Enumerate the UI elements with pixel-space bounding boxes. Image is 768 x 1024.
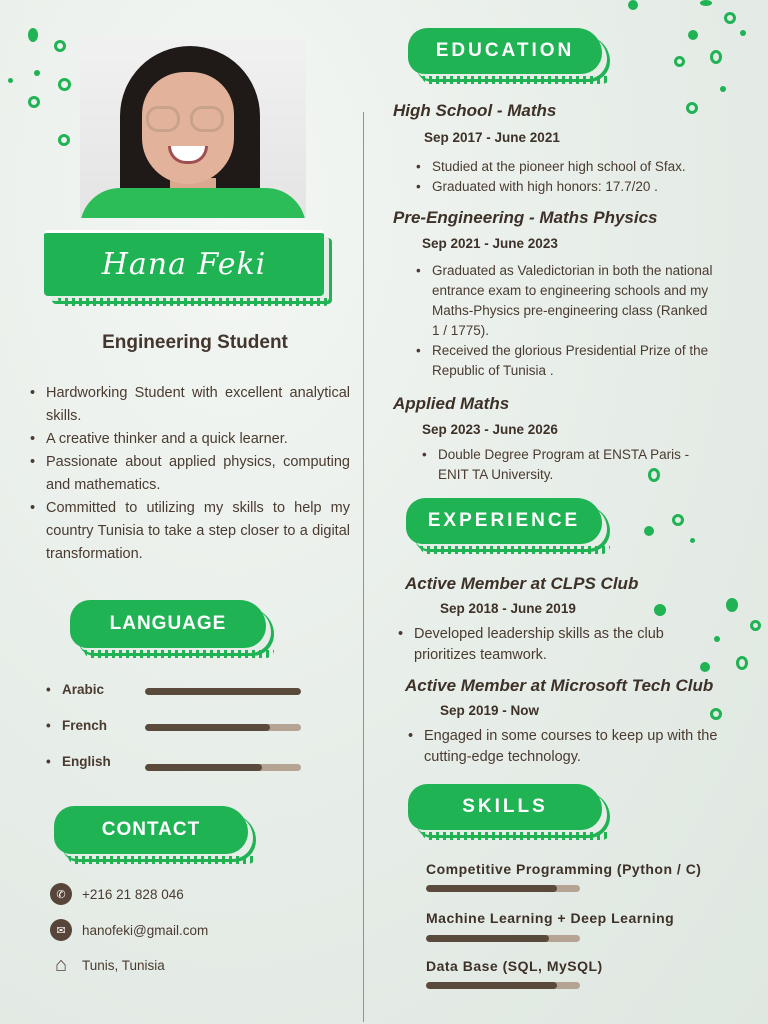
location-text: Tunis, Tunisia xyxy=(82,957,165,973)
decor-dot xyxy=(654,604,666,616)
skill-level-bar xyxy=(426,885,580,892)
profile-name: Hana Feki xyxy=(101,247,267,282)
summary-item: • Passionate about applied physics, computing and mathematics. xyxy=(28,451,350,497)
decor-dot xyxy=(750,620,761,631)
decor-dot xyxy=(8,78,13,83)
home-icon: ⌂ xyxy=(54,953,68,976)
education-banner xyxy=(408,28,602,74)
education-point: • Studied at the pioneer high school of Sfax. xyxy=(414,157,734,177)
skill-level-bar xyxy=(426,982,580,989)
contact-phone xyxy=(50,883,184,905)
contact-banner xyxy=(54,806,248,854)
education-dates: Sep 2023 - June 2026 xyxy=(422,422,558,437)
education-dates: Sep 2017 - June 2021 xyxy=(424,130,560,145)
profile-role: Engineering Student xyxy=(102,332,288,353)
decor-dot xyxy=(710,708,722,720)
experience-dates: Sep 2018 - June 2019 xyxy=(440,601,576,616)
decor-dot xyxy=(34,70,40,76)
decor-dot xyxy=(28,96,40,108)
decor-dot xyxy=(714,636,720,642)
summary-item: • Hardworking Student with excellent analytical skills. xyxy=(28,382,350,428)
language-item xyxy=(46,718,107,733)
profile-photo xyxy=(80,38,306,218)
decor-dot xyxy=(700,0,712,6)
language-name: French xyxy=(62,718,108,733)
decor-dot xyxy=(672,514,684,526)
education-point: • Received the glorious Presidential Prize of the Republic of Tunisia . xyxy=(414,341,714,381)
skill-name: Machine Learning + Deep Learning xyxy=(426,910,675,926)
decor-dot xyxy=(690,538,695,543)
education-heading: High School - Maths xyxy=(393,101,557,120)
education-points xyxy=(420,445,720,485)
decor-dot xyxy=(628,0,638,10)
education-heading: Pre-Engineering - Maths Physics xyxy=(393,208,658,227)
contact-email xyxy=(50,919,208,941)
education-dates: Sep 2021 - June 2023 xyxy=(422,236,558,251)
envelope-icon: ✉ xyxy=(50,919,72,941)
phone-icon: ✆ xyxy=(50,883,72,905)
decor-dot xyxy=(688,30,698,40)
education-points xyxy=(414,261,714,381)
decor-dot xyxy=(28,28,38,42)
skills-banner xyxy=(408,784,602,830)
experience-point: • Engaged in some courses to keep up with the cutting-edge technology. xyxy=(406,726,736,768)
decor-dot xyxy=(740,30,746,36)
experience-title: EXPERIENCE xyxy=(427,510,581,531)
contact-title: CONTACT xyxy=(101,819,201,840)
skill-name: Competitive Programming (Python / C) xyxy=(426,861,702,877)
experience-heading: Active Member at CLPS Club xyxy=(405,574,639,593)
decor-dot xyxy=(736,656,748,670)
contact-location xyxy=(50,954,165,976)
experience-point: • Developed leadership skills as the club prioritizes teamwork. xyxy=(396,624,708,666)
decor-dot xyxy=(720,86,726,92)
skills-title: SKILLS xyxy=(462,796,548,817)
summary-list xyxy=(28,382,350,566)
education-point: • Double Degree Program at ENSTA Paris - ENIT TA University. xyxy=(420,445,720,485)
column-divider xyxy=(363,112,364,1022)
language-name: Arabic xyxy=(62,682,105,697)
language-level-bar xyxy=(145,724,301,731)
education-heading: Applied Maths xyxy=(393,394,510,413)
experience-points xyxy=(396,624,708,666)
language-item xyxy=(46,682,104,697)
education-point: • Graduated as Valedictorian in both the national entrance exam to engineering schools and my Maths-Physics pre-engineering class (Ranked 1 / 1775). xyxy=(414,261,714,341)
experience-dates: Sep 2019 - Now xyxy=(440,703,540,718)
decor-dot xyxy=(710,50,722,64)
decor-dot xyxy=(58,78,71,91)
decor-dot xyxy=(686,102,698,114)
phone-number[interactable]: +216 21 828 046 xyxy=(82,886,184,902)
decor-dot xyxy=(726,598,738,612)
skill-name: Data Base (SQL, MySQL) xyxy=(426,958,603,974)
decor-dot xyxy=(54,40,66,52)
language-item xyxy=(46,754,111,769)
education-title: EDUCATION xyxy=(435,40,575,61)
summary-item: • Committed to utilizing my skills to help my country Tunisia to take a step closer to a digital transformation. xyxy=(28,497,350,566)
experience-banner xyxy=(406,498,602,544)
education-point: • Graduated with high honors: 17.7/20 . xyxy=(414,177,734,197)
decor-dot xyxy=(724,12,736,24)
decor-dot xyxy=(58,134,70,146)
language-level-bar xyxy=(145,688,301,695)
language-level-bar xyxy=(145,764,301,771)
education-points xyxy=(414,157,734,197)
decor-dot xyxy=(644,526,654,536)
experience-heading: Active Member at Microsoft Tech Club xyxy=(405,676,714,695)
decor-dot xyxy=(674,56,685,67)
language-title: LANGUAGE xyxy=(109,613,227,634)
name-banner xyxy=(44,230,324,296)
skill-level-bar xyxy=(426,935,580,942)
email-address[interactable]: hanofeki@gmail.com xyxy=(82,922,209,938)
language-banner xyxy=(70,600,266,648)
summary-item: • A creative thinker and a quick learner. xyxy=(28,428,350,451)
language-name: English xyxy=(62,754,111,769)
experience-points xyxy=(406,726,736,768)
